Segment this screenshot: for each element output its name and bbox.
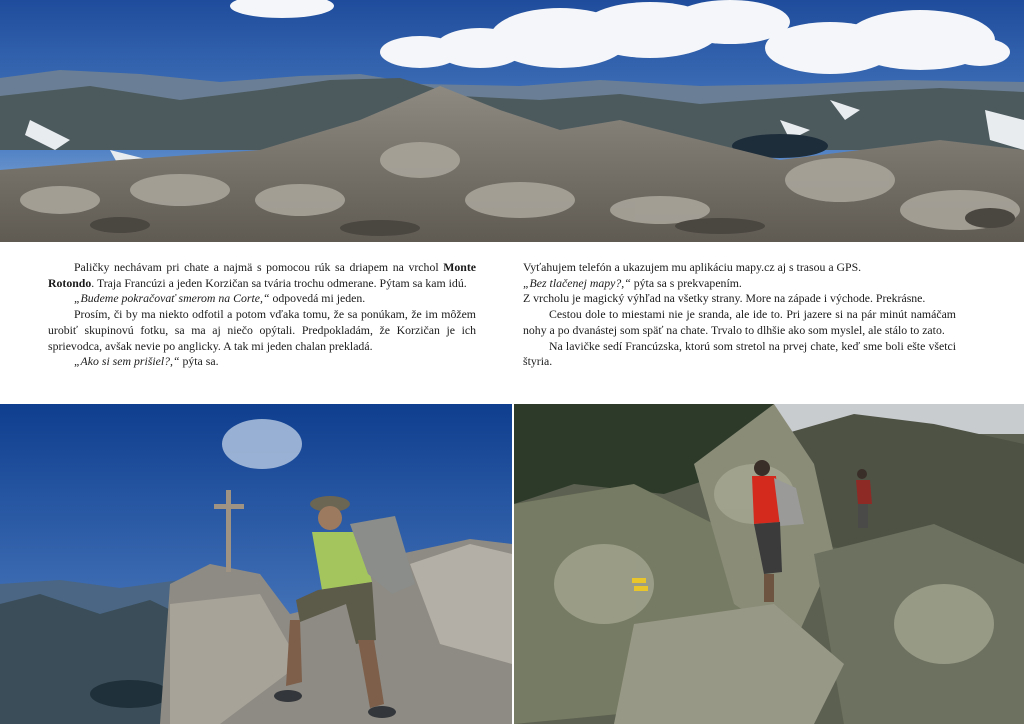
summit-illustration [0, 404, 512, 724]
paragraph [523, 276, 956, 292]
paragraph: Z vrcholu je magický výhľad na všetky strany. More na západe i východe. Prekrásne. [523, 291, 926, 306]
paragraph: Prosím, či by ma niekto odfotil a potom vďaka tomu, že sa ponúkam, že im môžem urobiť skupinovú fotku, sa ma aj niečo opýtali. Predpokladám, že Korzičan je ich sprievodca, avšak nevie po anglicky. A tak mi jeden chalan prekladá. [48, 307, 476, 353]
text-run: Paličky nechávam pri chate a najmä s pomocou rúk sa driapem na vrchol [74, 260, 444, 274]
text-run: odpovedá mi jeden. [269, 291, 366, 306]
panorama-illustration [0, 0, 1024, 242]
dialogue-quote: „Ako si sem prišiel?,“ [74, 354, 180, 369]
paragraph [48, 260, 476, 291]
article-column-right [523, 260, 956, 370]
paragraph [48, 354, 476, 370]
text-run: pýta sa s prekvapením. [630, 275, 742, 290]
place-name: Monte Rotondo [48, 260, 476, 290]
article-column-left [48, 260, 476, 370]
text-run: . Traja Francúzi a jeden Korzičan sa tvária trochu odmerane. Pýtam sa kam idú. [91, 275, 467, 290]
paragraph: Cestou dole to miestami nie je sranda, ale ide to. Pri jazere si na pár minút namáčam nohy a po dvanástej som späť na chate. Trvalo to dlhšie ako som myslel, ale stálo to zato. [523, 307, 956, 337]
panorama-photo [0, 0, 1024, 242]
text-run: pýta sa. [179, 354, 219, 369]
paragraph: Vyťahujem telefón a ukazujem mu aplikáciu mapy.cz aj s trasou a GPS. [523, 260, 862, 274]
paragraph [48, 291, 476, 307]
rocky-trail-photo [514, 404, 1024, 724]
paragraph: Na lavičke sedí Francúzska, ktorú som stretol na prvej chate, keď sme boli ešte všetci štyria. [523, 338, 956, 369]
dialogue-quote: „Budeme pokračovať smerom na Corte,“ [74, 291, 270, 306]
trail-illustration [514, 404, 1024, 724]
dialogue-quote: „Bez tlačenej mapy?,“ [523, 275, 631, 290]
summit-cross-photo [0, 404, 512, 724]
